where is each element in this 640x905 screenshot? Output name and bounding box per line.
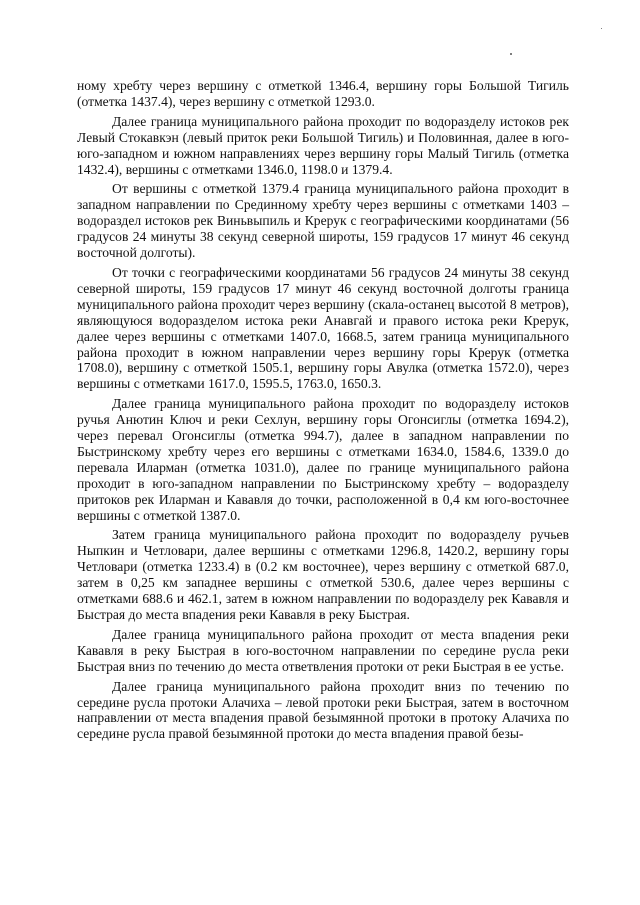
document-body xyxy=(77,78,569,746)
scan-speck xyxy=(510,53,512,55)
paragraph: От точки с географическими координатами 56 градусов 24 минуты 38 секунд северной широты, 159 градусов 17 минут 46 секунд восточной долготы граница муниципального района проходит через вершину (скала-останец высотой 8 метров), являющуюся водоразделом истока реки Анавгай и правого истока реки Крерук, далее через вершины с отметками 1407.0, 1668.5, затем граница муниципального района проходит в южном направлении через вершину горы Крерук (отметка 1708.0), вершину с отметкой 1505.1, вершину горы Авулка (отметка 1572.0), через вершины с отметками 1617.0, 1595.5, 1763.0, 1650.3. xyxy=(77,264,569,392)
paragraph: Далее граница муниципального района проходит от места впадения реки Кававля в реку Быстрая в юго-восточном направлении по середине русла реки Быстрая вниз по течению до места ответвления протоки от реки Быстрая в ее устье. xyxy=(77,626,569,674)
paragraph: Затем граница муниципального района проходит по водоразделу ручьев Ныпкин и Четловари, далее вершины с отметками 1296.8, 1420.2, вершину горы Четловари (отметка 1233.4) в (0.2 км восточнее), через вершину с отметкой 687.0, затем в 0,25 км западнее вершины с отметкой 530.6, далее через вершины с отметками 688.6 и 462.1, затем в южном направлении по водоразделу рек Кававля и Быстрая до места впадения реки Кававля в реку Быстрая. xyxy=(77,527,569,622)
paragraph-continuation: ному хребту через вершину с отметкой 1346.4, вершину горы Большой Тигиль (отметка 1437.4), через вершину с отметкой 1293.0. xyxy=(77,78,569,109)
paragraph: Далее граница муниципального района проходит по водоразделу истоков рек Левый Стокавкэн (левый приток реки Большой Тигиль) и Половинная, далее в юго-юго-западном и южном направлениях через вершину горы Малый Тигиль (отметка 1432.4), вершины с отметками 1346.0, 1198.0 и 1379.4. xyxy=(77,113,569,177)
paragraph: Далее граница муниципального района проходит по водоразделу истоков ручья Анютин Ключ и реки Сехлун, вершину горы Огонсиглы (отметка 1694.2), через перевал Огонсиглы (отметка 994.7), далее в западном направлении по Быстринскому хребту через его вершины с отметками 1634.0, 1584.6, 1339.0 до перевала Иларман (отметка 1031.0), далее по границе муниципального района проходит в юго-западном направлении по Быстринскому хребту – водоразделу притоков рек Иларман и Кававля до точки, расположенной в 0,4 км юго-восточнее вершины с отметкой 1387.0. xyxy=(77,396,569,523)
paragraph: От вершины с отметкой 1379.4 граница муниципального района проходит в западном направлении по Срединному хребту через вершины с отметками 1403 – водораздел истоков рек Виньвыпиль и Крерук с географическими координатами (56 градусов 24 минуты 38 секунд северной широты, 159 градусов 17 минут 46 секунд восточной долготы). xyxy=(77,181,569,261)
paragraph: Далее граница муниципального района проходит вниз по течению по середине русла протоки Алачиха – левой протоки реки Быстрая, затем в восточном направлении от места впадения правой безымянной протоки в протоку Алачиха по середине русла правой безымянной протоки до места впадения правой безы- xyxy=(77,678,569,742)
scan-speck xyxy=(601,28,602,29)
